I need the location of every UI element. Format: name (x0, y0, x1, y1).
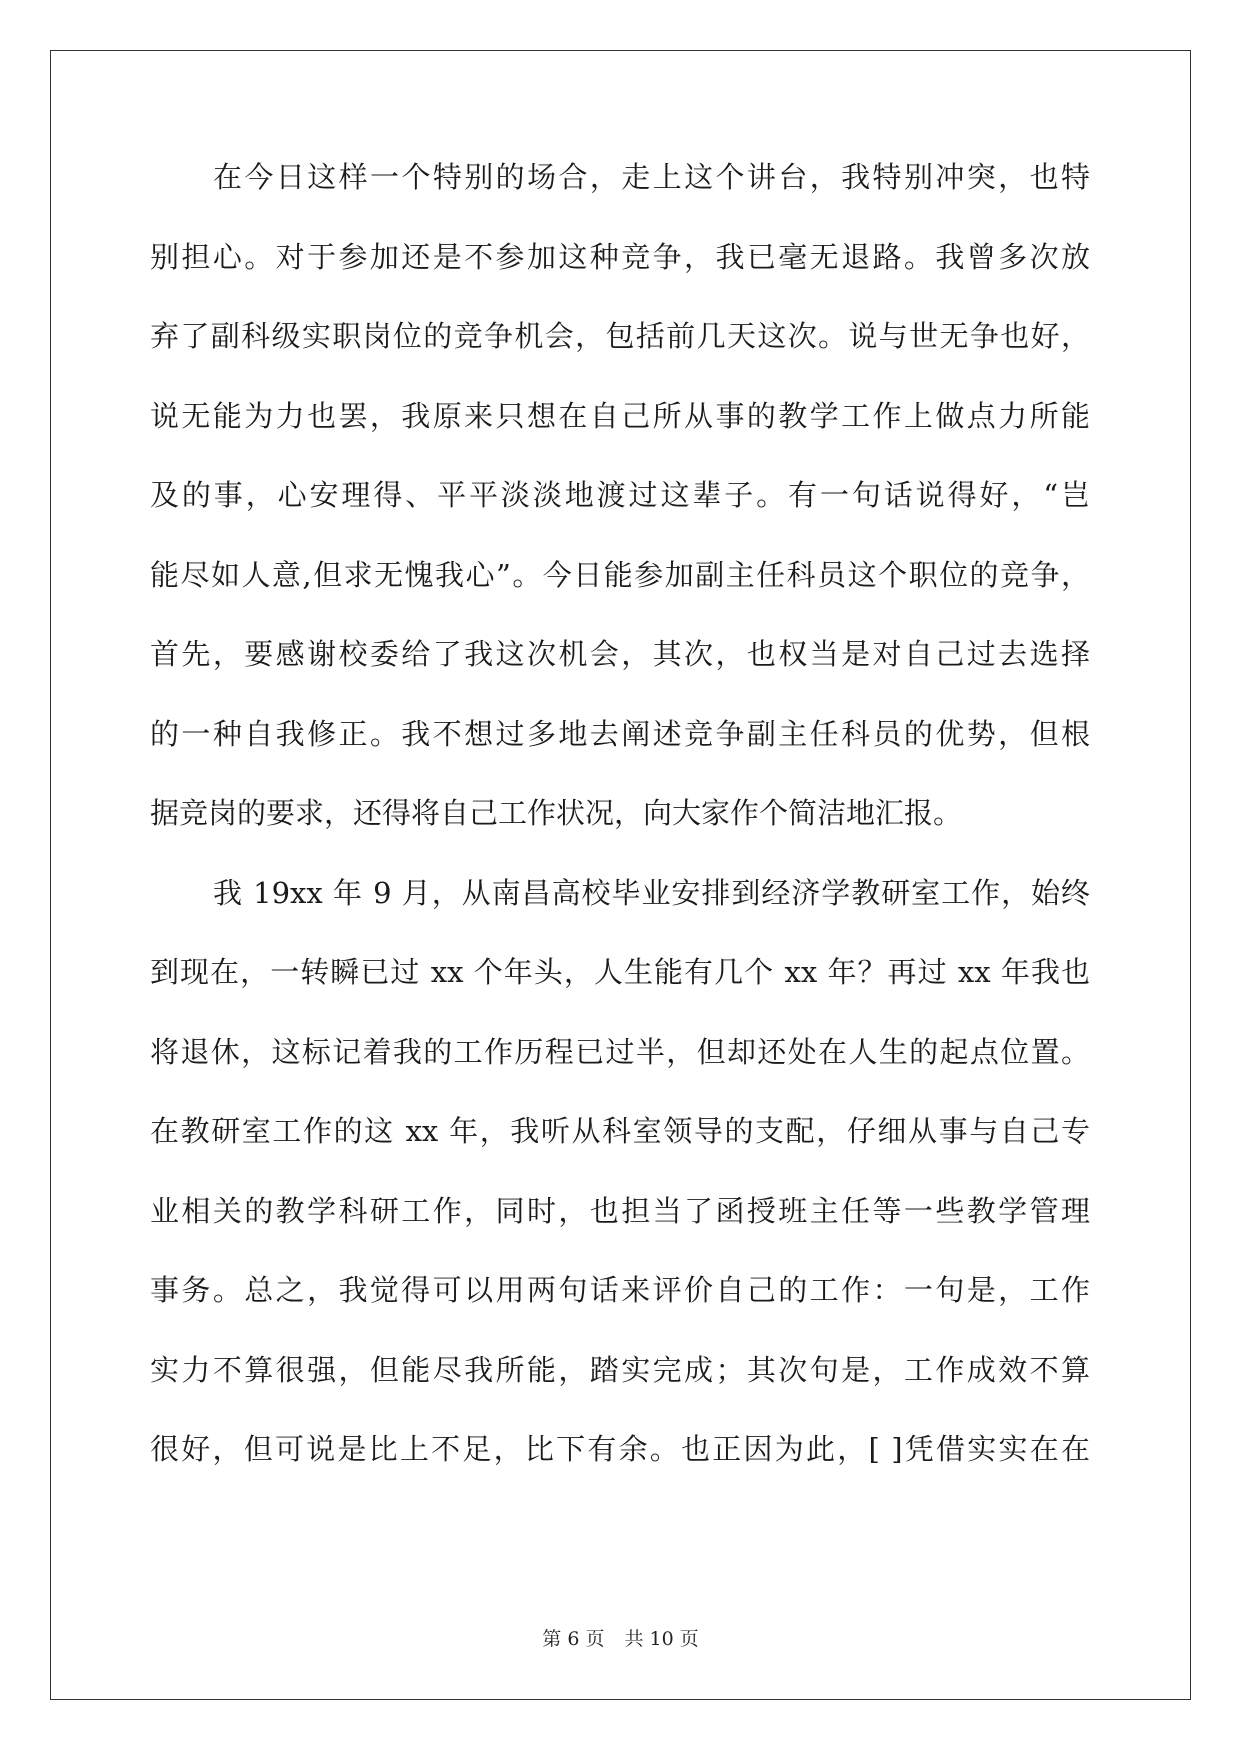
page-total: 共 10 页 (624, 1628, 699, 1650)
paragraph-2-line-6: 事务。总之，我觉得可以用两句话来评价自己的工作：一句是，工作 (150, 1273, 1090, 1307)
paragraph-1-line-2: 别担心。对于参加还是不参加这种竞争，我已毫无退路。我曾多次放 (150, 239, 1090, 274)
paragraph-1-line-6: 能尽如人意,但求无愧我心”。今日能参加副主任科员这个职位的竞争， (150, 557, 1090, 592)
paragraph-1-line-5: 及的事，心安理得、平平淡淡地渡过这辈子。有一句话说得好，“岂 (150, 478, 1090, 512)
paragraph-1-line-8: 的一种自我修正。我不想过多地去阐述竞争副主任科员的优势，但根 (150, 716, 1090, 751)
paragraph-2-line-8: 很好，但可说是比上不足，比下有余。也正因为此，[ ]凭借实实在在 (150, 1432, 1090, 1466)
paragraph-1-line-9: 据竞岗的要求，还得将自己工作状况，向大家作个简洁地汇报。 (150, 796, 963, 830)
paragraph-1-line-4: 说无能为力也罢，我原来只想在自己所从事的教学工作上做点力所能 (150, 398, 1090, 433)
page-footer (0, 1624, 1241, 1651)
paragraph-1-line-7: 首先，要感谢校委给了我这次机会，其次，也权当是对自己过去选择 (150, 637, 1090, 671)
paragraph-1-line-3: 弃了副科级实职岗位的竞争机会，包括前几天这次。说与世无争也好， (150, 319, 1090, 353)
page-number: 第 6 页 (542, 1628, 605, 1650)
paragraph-2-line-2: 到现在，一转瞬已过 xx 个年头，人生能有几个 xx 年？再过 xx 年我也 (150, 955, 1090, 989)
paragraph-2-line-4: 在教研室工作的这 xx 年，我听从科室领导的支配，仔细从事与自己专 (150, 1114, 1090, 1148)
paragraph-2-line-3: 将退休，这标记着我的工作历程已过半，但却还处在人生的起点位置。 (150, 1034, 1090, 1069)
paragraph-2-line-5: 业相关的教学科研工作，同时，也担当了函授班主任等一些教学管理 (150, 1193, 1090, 1228)
paragraph-2-line-1: 我 19xx 年 9 月，从南昌高校毕业安排到经济学教研室工作，始终 (213, 875, 1090, 910)
document-body (150, 162, 1090, 1514)
paragraph-2-line-7: 实力不算很强，但能尽我所能，踏实完成；其次句是，工作成效不算 (150, 1352, 1090, 1387)
paragraph-1-line-1: 在今日这样一个特别的场合，走上这个讲台，我特别冲突，也特 (213, 160, 1090, 194)
